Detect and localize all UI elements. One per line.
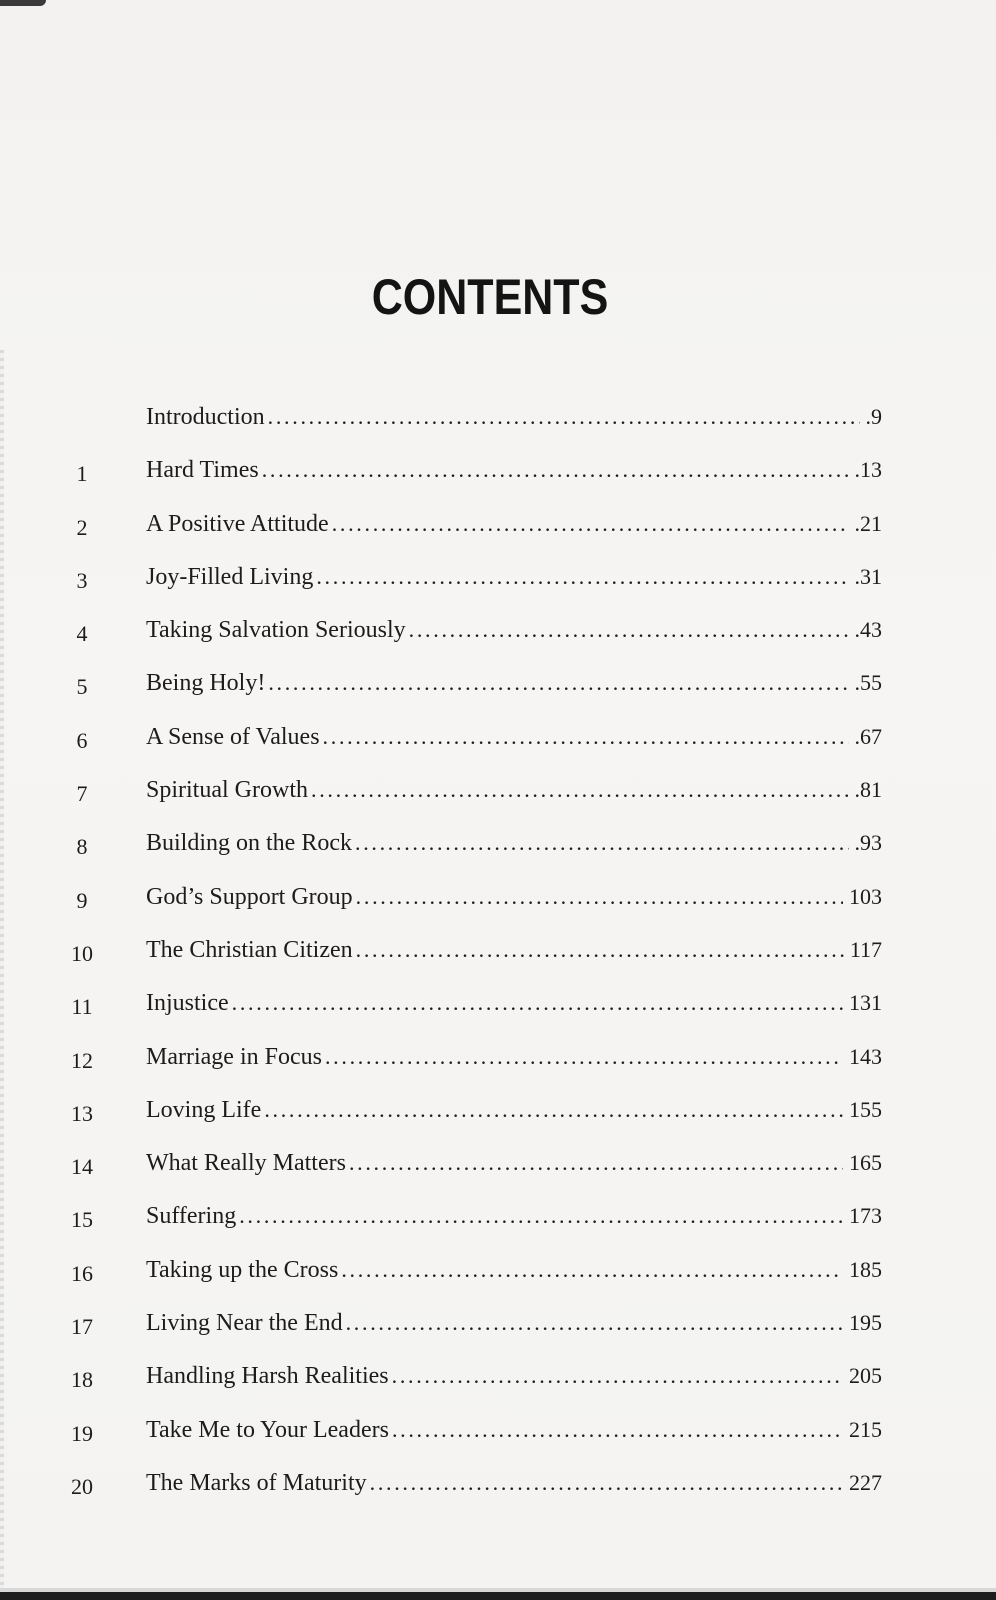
- toc-entry: [0, 398, 996, 451]
- toc-entry-line: [146, 511, 882, 538]
- page-number: 143: [849, 1043, 882, 1069]
- dot-leader: [264, 1097, 843, 1123]
- toc-entry-line: [146, 617, 882, 644]
- chapter-number: 12: [71, 1047, 93, 1073]
- chapter-title: Spiritual Growth: [146, 777, 308, 804]
- page-number: .81: [854, 777, 882, 803]
- toc-entry-line: [146, 724, 882, 751]
- page-number: 205: [849, 1363, 882, 1389]
- chapter-number: 16: [71, 1260, 93, 1286]
- dot-leader: [325, 1044, 843, 1070]
- chapter-title: Being Holy!: [146, 670, 266, 697]
- page-number: .31: [854, 563, 882, 589]
- toc-entry-line: [146, 1150, 882, 1177]
- dot-leader: [268, 404, 860, 430]
- dot-leader: [392, 1417, 843, 1443]
- dot-leader: [346, 1310, 843, 1336]
- dot-leader: [323, 724, 849, 750]
- dot-leader: [316, 564, 848, 590]
- page-number: 185: [849, 1256, 882, 1282]
- chapter-number: 20: [71, 1473, 93, 1499]
- toc-entry: [0, 1091, 996, 1144]
- chapter-number: 18: [71, 1367, 93, 1393]
- dot-leader: [239, 1203, 843, 1229]
- page-title: CONTENTS: [371, 269, 609, 325]
- page-number: .21: [854, 510, 882, 536]
- chapter-number: 1: [76, 461, 88, 487]
- dot-leader: [341, 1257, 843, 1283]
- page-number: 227: [849, 1469, 882, 1495]
- chapter-title: Taking up the Cross: [146, 1256, 339, 1283]
- toc-entry-line: [146, 1363, 882, 1390]
- toc-entry-line: [146, 1203, 882, 1230]
- chapter-number: 14: [71, 1154, 93, 1180]
- page-bottom-edge: [0, 1592, 996, 1600]
- chapter-title: A Positive Attitude: [146, 510, 329, 537]
- chapter-number: 17: [71, 1314, 93, 1340]
- toc-entry: [0, 1197, 996, 1250]
- chapter-number: 11: [71, 994, 93, 1020]
- chapter-title: Take Me to Your Leaders: [146, 1416, 389, 1443]
- dot-leader: [311, 777, 849, 803]
- dot-leader: [356, 937, 844, 963]
- table-of-contents: [0, 398, 996, 1517]
- toc-entry-line: [146, 670, 882, 697]
- page-number: .13: [854, 457, 882, 483]
- toc-entry: [0, 611, 996, 664]
- toc-entry-line: [146, 937, 882, 964]
- chapter-title: Joy-Filled Living: [146, 563, 314, 590]
- chapter-title: Building on the Rock: [146, 830, 352, 857]
- dot-leader: [355, 830, 849, 856]
- page-number: .43: [854, 617, 882, 643]
- dot-leader: [409, 617, 849, 643]
- chapter-title: A Sense of Values: [146, 723, 320, 750]
- chapter-title: Introduction: [146, 404, 265, 430]
- page-corner-shadow: [0, 0, 46, 6]
- chapter-title: God’s Support Group: [146, 883, 353, 910]
- page-number: .55: [854, 670, 882, 696]
- chapter-number: 7: [76, 781, 88, 807]
- dot-leader: [392, 1363, 843, 1389]
- chapter-number: 3: [76, 567, 88, 593]
- toc-entry-line: [146, 457, 882, 484]
- toc-entry: [0, 771, 996, 824]
- toc-entry-line: [146, 404, 882, 431]
- page-number: 131: [849, 990, 882, 1016]
- toc-entry: [0, 824, 996, 877]
- chapter-number: 2: [76, 514, 88, 540]
- toc-entry: [0, 984, 996, 1037]
- page-number: .9: [865, 404, 882, 429]
- toc-entry-line: [146, 1310, 882, 1337]
- toc-entry-line: [146, 1470, 882, 1497]
- dot-leader: [332, 511, 849, 537]
- chapter-title: Marriage in Focus: [146, 1043, 322, 1070]
- page-number: 103: [849, 883, 882, 909]
- toc-entry: [0, 558, 996, 611]
- chapter-title: Taking Salvation Seriously: [146, 617, 406, 644]
- page-number: 195: [849, 1310, 882, 1336]
- chapter-number: 5: [76, 674, 88, 700]
- chapter-title: What Really Matters: [146, 1150, 346, 1177]
- chapter-number: 4: [76, 621, 88, 647]
- chapter-title: The Christian Citizen: [146, 936, 353, 963]
- toc-entry-line: [146, 1417, 882, 1444]
- chapter-title: Loving Life: [146, 1096, 262, 1123]
- dot-leader: [370, 1470, 843, 1496]
- page-number: 173: [849, 1203, 882, 1229]
- toc-entry: [0, 451, 996, 504]
- toc-entry-line: [146, 1257, 882, 1284]
- dot-leader: [349, 1150, 843, 1176]
- toc-entry: [0, 1251, 996, 1304]
- toc-entry: [0, 1357, 996, 1410]
- chapter-number: 9: [76, 887, 88, 913]
- page-number: 155: [849, 1096, 882, 1122]
- toc-entry: [0, 1304, 996, 1357]
- toc-entry: [0, 1464, 996, 1517]
- toc-entry: [0, 505, 996, 558]
- chapter-number: 15: [71, 1207, 93, 1233]
- toc-entry-line: [146, 990, 882, 1017]
- chapter-number: 13: [71, 1100, 93, 1126]
- toc-entry: [0, 1038, 996, 1091]
- chapter-number: 19: [71, 1420, 93, 1446]
- chapter-number: 10: [71, 940, 93, 966]
- page-number: .93: [854, 830, 882, 856]
- page-number: 117: [849, 936, 882, 962]
- dot-leader: [232, 990, 843, 1016]
- toc-entry-line: [146, 1044, 882, 1071]
- toc-entry: [0, 1144, 996, 1197]
- dot-leader: [262, 457, 849, 483]
- chapter-number: 8: [76, 834, 88, 860]
- toc-entry-line: [146, 1097, 882, 1124]
- page-number: 165: [849, 1150, 882, 1176]
- page-number: .67: [854, 723, 882, 749]
- chapter-title: Living Near the End: [146, 1310, 343, 1337]
- chapter-title: Hard Times: [146, 457, 259, 484]
- toc-entry: [0, 718, 996, 771]
- dot-leader: [268, 670, 848, 696]
- chapter-title: Handling Harsh Realities: [146, 1363, 389, 1390]
- toc-entry: [0, 878, 996, 931]
- toc-entry-line: [146, 830, 882, 857]
- dot-leader: [356, 884, 843, 910]
- page-number: 215: [849, 1416, 882, 1442]
- toc-entry: [0, 664, 996, 717]
- toc-entry-line: [146, 777, 882, 804]
- chapter-title: Injustice: [146, 990, 229, 1017]
- toc-entry-line: [146, 884, 882, 911]
- chapter-number: 6: [76, 727, 88, 753]
- toc-entry-line: [146, 564, 882, 591]
- chapter-title: The Marks of Maturity: [146, 1469, 367, 1496]
- toc-entry: [0, 931, 996, 984]
- chapter-title: Suffering: [146, 1203, 237, 1230]
- toc-entry: [0, 1411, 996, 1464]
